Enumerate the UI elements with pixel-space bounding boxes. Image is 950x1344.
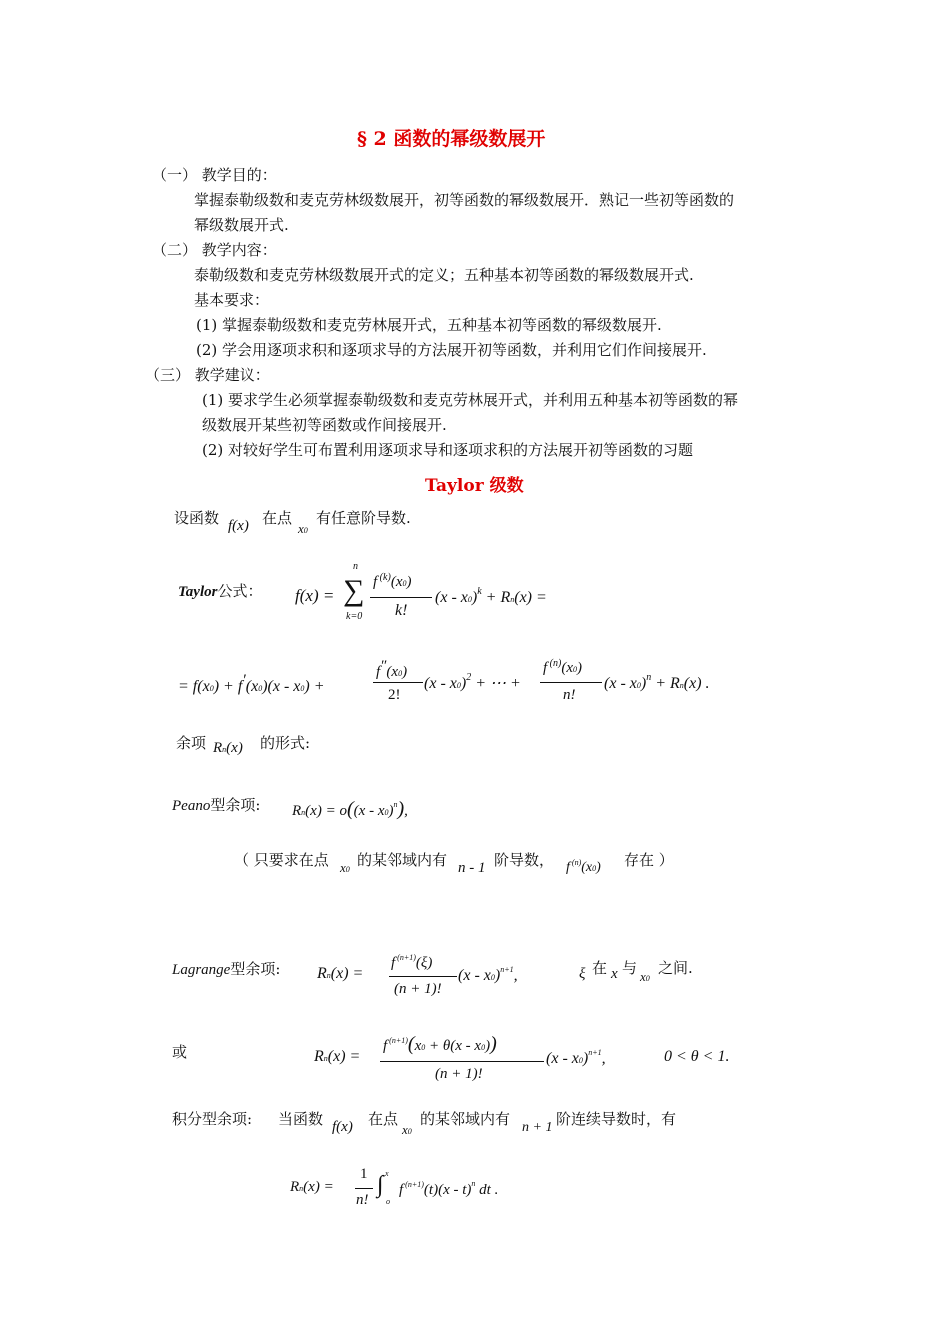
peano-note: （ 只要求在点: [234, 851, 329, 869]
requirement-item: (1) 掌握泰勒级数和麦克劳林展开式，五种基本初等函数的幂级数展开.: [196, 316, 662, 334]
integral-text: 的某邻域内有: [420, 1110, 511, 1128]
math-xi: ξ: [579, 966, 586, 982]
section-2-heading: （二） 教学内容：: [152, 241, 277, 259]
peano-label: Peano型余项:: [172, 796, 261, 814]
math-x0: x0: [340, 860, 350, 875]
or-text: 或: [172, 1043, 188, 1061]
section-1-heading: （一） 教学目的：: [152, 166, 277, 184]
peano-note: 存在 ）: [624, 851, 674, 869]
remainder-text: 余项: [176, 734, 207, 752]
math-fx: f(x): [228, 518, 249, 534]
section-1-text: 掌握泰勒级数和麦克劳林级数展开，初等函数的幂级数展开．熟记一些初等函数的: [194, 191, 735, 209]
intro-text: 在点: [262, 509, 293, 527]
suggestion-item: 级数展开某些初等函数或作间接展开.: [202, 416, 447, 434]
lagrange-text: 在: [592, 959, 608, 977]
peano-formula: Rn(x) = o((x - x0)$^n$),: [292, 798, 408, 820]
intro-text: 设函数: [174, 509, 220, 527]
suggestion-item: (2) 对较好学生可布置利用逐项求导和逐项求积的方法展开初等函数的习题: [202, 441, 694, 459]
section-2-text: 泰勒级数和麦克劳林级数展开式的定义；五种基本初等函数的幂级数展开式.: [194, 266, 694, 284]
peano-note: 阶导数，: [494, 851, 555, 869]
suggestion-item: (1) 要求学生必须掌握泰勒级数和麦克劳林展开式，并利用五种基本初等函数的幂: [202, 391, 739, 409]
math-n-minus-1: n - 1: [458, 860, 486, 876]
integral-text: 当函数: [278, 1110, 324, 1128]
math-fx: f(x): [332, 1119, 353, 1135]
integral-label: 积分型余项:: [172, 1110, 253, 1128]
section-1-text: 幂级数展开式.: [194, 216, 289, 234]
math-n-plus-1: n + 1: [522, 1120, 553, 1135]
requirement-item: (2) 学会用逐项求积和逐项求导的方法展开初等函数，并利用它们作间接展开.: [196, 341, 707, 359]
math-rn: Rn(x): [213, 740, 243, 756]
math-x0: x0: [640, 969, 650, 984]
integral-text: 阶连续导数时，有: [556, 1110, 677, 1128]
math-fn-x0: f $^{(n)}$(x0): [566, 858, 601, 875]
math-x0: x0: [402, 1122, 412, 1137]
lagrange-text: 之间.: [658, 959, 693, 977]
lagrange-text: 与: [622, 959, 638, 977]
math-x0: x0: [298, 521, 308, 536]
requirements-heading: 基本要求：: [194, 291, 270, 309]
peano-note: 的某邻域内有: [357, 851, 448, 869]
integral-text: 在点: [368, 1110, 399, 1128]
math-x: x: [611, 966, 618, 982]
page-title: § 2 函数的幂级数展开: [357, 128, 546, 150]
taylor-heading: Taylor 级数: [425, 476, 524, 496]
lagrange-label: Lagrange型余项:: [172, 960, 281, 978]
intro-text: 有任意阶导数.: [316, 509, 411, 527]
taylor-formula-label: Taylor公式：: [178, 582, 263, 600]
section-3-heading: （三） 教学建议：: [145, 366, 270, 384]
remainder-text: 的形式:: [260, 734, 311, 752]
